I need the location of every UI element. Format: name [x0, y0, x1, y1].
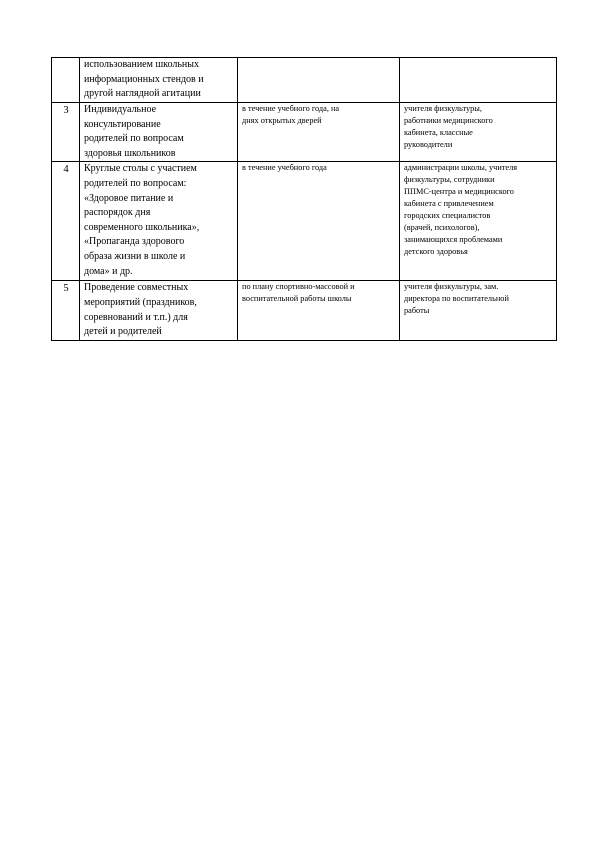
activity-cell [80, 58, 238, 103]
responsible-line: детского здоровья [404, 247, 468, 257]
table-row [52, 162, 557, 281]
responsible-line: учителя физкультуры, [404, 104, 482, 113]
time-line: по плану спортивно-массовой и [242, 282, 355, 292]
activity-line: «Пропаганда здорового [84, 236, 185, 248]
activity-line: использованием школьных [84, 59, 199, 70]
activity-line: соревнований и т.п.) для [84, 311, 188, 323]
responsible-line: (врачей, психологов), [404, 223, 480, 233]
responsible-line: директора по воспитательной [404, 294, 509, 304]
activity-line: родителей по вопросам [84, 133, 184, 145]
row-number: 3 [52, 103, 80, 162]
responsible-line: ППМС-центра и медицинского [404, 187, 514, 197]
responsible-line: городских специалистов [404, 211, 491, 221]
table-row [52, 281, 557, 340]
activity-line: Круглые столы с участием [84, 163, 197, 175]
responsible-line: работы [404, 306, 430, 316]
responsible-line: физкультуры, сотрудники [404, 175, 495, 185]
responsible-line: учителя физкультуры, зам. [404, 282, 499, 292]
responsible-line: администрации школы, учителя [404, 163, 518, 173]
row-number: 4 [52, 162, 80, 281]
row-number [52, 58, 80, 103]
activity-line: Индивидуальное [84, 104, 157, 115]
activity-line: информационных стендов и [84, 73, 204, 85]
table-body [52, 58, 557, 341]
activity-line: родителей по вопросам: [84, 177, 187, 189]
responsible-line: кабинета с привлечением [404, 199, 494, 209]
activity-cell [80, 281, 238, 340]
time-cell [238, 162, 400, 281]
responsible-cell [400, 103, 557, 162]
activity-line: здоровья школьников [84, 147, 176, 159]
time-line: днях открытых дверей [242, 116, 322, 125]
responsible-line: занимающихся проблемами [404, 235, 503, 245]
activity-line: распорядок дня [84, 207, 151, 219]
table-row [52, 58, 557, 103]
responsible-cell [400, 162, 557, 281]
activity-line: консультирование [84, 118, 161, 130]
activity-cell [80, 162, 238, 281]
responsible-cell [400, 58, 557, 103]
activity-line: современного школьника», [84, 221, 200, 233]
activity-cell [80, 103, 238, 162]
time-cell [238, 281, 400, 340]
activity-line: Проведение совместных [84, 282, 189, 294]
time-line: в течение учебного года, на [242, 104, 340, 113]
activity-line: детей и родителей [84, 326, 162, 338]
activity-line: мероприятий (праздников, [84, 296, 197, 308]
table-row [52, 103, 557, 162]
time-line: в течение учебного года [242, 163, 327, 173]
responsible-line: работники медицинского [404, 116, 493, 125]
responsible-line: руководители [404, 140, 453, 149]
row-number: 5 [52, 281, 80, 340]
activity-line: «Здоровое питание и [84, 192, 174, 204]
activities-table [51, 57, 557, 341]
activity-line: дома» и др. [84, 265, 133, 277]
activity-line: образа жизни в школе и [84, 250, 186, 262]
responsible-cell [400, 281, 557, 340]
time-line: воспитательной работы школы [242, 294, 352, 304]
time-cell [238, 58, 400, 103]
responsible-line: кабинета, классные [404, 128, 473, 137]
activity-line: другой наглядной агитации [84, 88, 201, 100]
time-cell [238, 103, 400, 162]
